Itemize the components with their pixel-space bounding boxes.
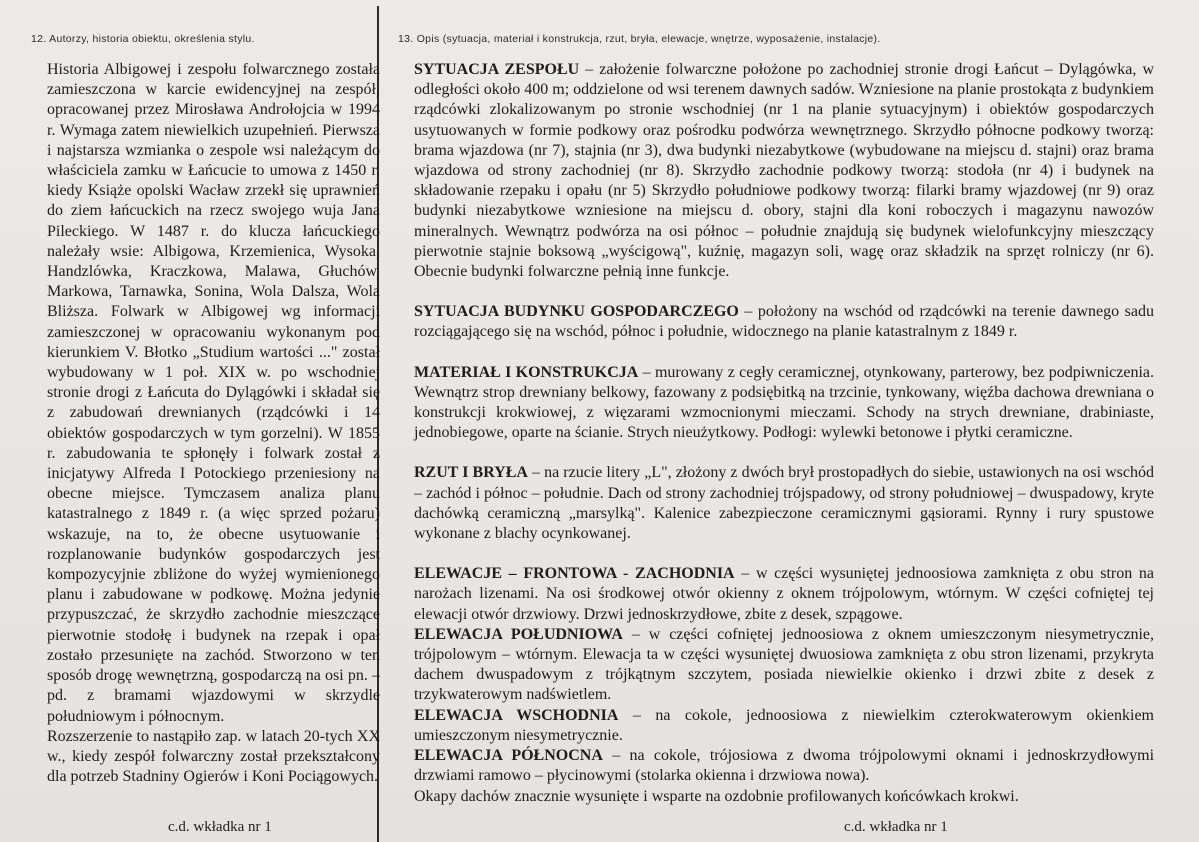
section-title: SYTUACJA BUDYNKU GOSPODARCZEGO (414, 303, 739, 321)
section-elevation-south (414, 625, 1154, 706)
section-title: ELEWACJA WSCHODNIA (414, 706, 619, 724)
section-title: ELEWACJA POŁUDNIOWA (414, 625, 623, 643)
section-body: – położony na wschód od rządcówki na terenie dawnego sadu rozciągającego się na wschód, północ i południe, widocznego na planie katastralnym z 1849 r. (414, 303, 1155, 341)
section-situation-complex (414, 60, 1154, 282)
section-title: SYTUACJA ZESPOŁU (414, 61, 580, 78)
history-paragraph: Historia Albigowej i zespołu folwarcznego została zamieszczona w karcie ewidencyjnej na zespół, opracowanej przez Mirosława Androłojcia w 1994 r. Wymaga zatem niewielkich uzupełnień. Pierwsza i najstarsza wzmianka o zespole wsi należącym do właściciela zamku w Łańcucie to umowa z 1450 r. kiedy Książe opolski Wacław zrzekł się uprawnień do ziem łańcuckich na rzecz swojego wuja Jana Pileckiego. W 1487 r. do klucza łańcuckiego należały wsie: Albigowa, Krzemienica, Wysoka, Handzlówka, Kraczkowa, Malawa, Głuchów, Markowa, Tarnawka, Sonina, Wola Dalsza, Wola Bliższa. Folwark w Albigowej wg informacji zamieszczonej w opracowaniu wykonanym pod kierunkiem V. Błotko „Studium wartości ..." został wybudowany w 1 poł. XIX w. po wschodniej stronie drogi z Łańcuta do Dylągówki i składał się z zabudowań drewnianych (rządcówki i 14 obiektów gospodarczych w tym gorzelni). W 1855 r. zabudowania te spłonęły i folwark został z inicjatywy Alfreda I Potockiego przeniesiony na obecne miejsce. Tymczasem analiza planu katastralnego z 1849 r. (a więc sprzed pożaru) wskazuje, na to, że obecne usytuowanie i rozplanowanie budynków gospodarczych jest kompozycyjnie zbliżone do wyżej wymienionego planu i zabudowane w podkowę. Można jedynie przypuszczać, że skrzydło zachodnie mieszczące pierwotnie stodołę i budynek na rzepak i opał zostało przesunięte na zachód. Stworzono w ten sposób drogę wewnętrzną, gospodarczą na osi pn. – pd. z bramami wjazdowymi w skrzydle południowym i północnym. (47, 61, 380, 725)
section-plan-form (414, 463, 1154, 544)
left-continuation-note: c.d. wkładka nr 1 (168, 819, 272, 835)
closing-sentence: Okapy dachów znacznie wysunięte i wsparte na ozdobnie profilowanych końcówkach krokwi. (414, 787, 1019, 805)
right-column-header: 13. Opis (sytuacja, materiał i konstrukcja, rzut, bryła, elewacje, wnętrze, wyposażenie, instalacje). (398, 33, 881, 45)
left-column-header: 12. Autorzy, historia obiektu, określenia stylu. (31, 33, 255, 45)
section-body: – w części wysuniętej jednoosiowa zamknięta z obu stron na narożach lizenami. Na osi środkowej otwór okienny z oknem trójpolowym, wtórnym. W części cofniętej tej elewacji otwór drzwiowy. Drzwi jednoskrzydłowe, zbite z desek, szpągowe. (414, 565, 1155, 623)
section-title: ELEWACJE – FRONTOWA - ZACHODNIA (414, 565, 735, 583)
section-body: – na rzucie litery „L", złożony z dwóch brył prostopadłych do siebie, ustawionych na osi wschód – zachód i północ – południe. Dach od strony zachodniej trójspadowy, od strony południowej – dwuspadowy, kryte dachówką ceramiczną „marsylką". Kalenice zabezpieczone ceramicznymi gąsiorami. Rynny i rury spustowe wykonane z blachy ocynkowanej. (414, 464, 1154, 543)
section-body: – murowany z cegły ceramicznej, otynkowany, parterowy, bez podpiwniczenia. Wewnątrz strop drewniany belkowy, fazowany z podsiębitką na trzcinie, tynkowany, więźba dachowa drewniana o konstrukcji krokwiowej, z więzarami wzmocnionymi mieczami. Schody na strych drewniane, drabiniaste, jednobiegowe, oparte na ścianie. Strych nieużytkowy. Podłogi: wylewki betonowe i płytki ceramiczne. (414, 363, 1154, 442)
section-elevation-north (414, 746, 1154, 786)
section-material-construction (414, 363, 1154, 444)
section-body: – założenie folwarczne położone po zachodniej stronie drogi Łańcut – Dylągówka, w odległości około 400 m; oddzielone od wsi terenem dawnych sadów. Wzniesione na planie prostokąta z budynkiem rządcówki zlokalizowanym po stronie wschodniej (nr 1 na planie sytuacyjnym) i obiektów gospodarczych usytuowanych w formie podkowy oraz pośrodku podwórza wewnętrznego. Skrzydło północne podkowy tworzą: brama wjazdowa (nr 7), stajnia (nr 3), dwa budynki niezabytkowe (wybudowane na miejscu d. stajni) oraz brama wjazdowa od strony zachodniej (nr 8). Skrzydło zachodnie podkowy tworzą: stodoła (nr 4) i budynek na składowanie rzepaku i opału (nr 5) Skrzydło południowe podkowy tworzą: filarki bramy wjazdowej (nr 9) oraz budynki niezabytkowe wzniesione na miejscu d. obory, stajni dla koni roboczych i magazynu nawozów mineralnych. Wewnątrz podwórza na osi północ – południe znajdują się budynek wielofunkcyjny mieszczący pierwotnie stajnie boksową „wyścigową", kuźnię, magazyn soli, wagę oraz składzik na sprzęt rolniczy (nr 6). Obecnie budynki folwarczne pełnią inne funkcje. (414, 61, 1154, 281)
section-body: – na cokole, trójosiowa z dwoma trójpolowymi oknami i jednoskrzydłowymi drzwiami ramowo – płycinowymi (stolarka okienna i drzwiowa nowa). (414, 747, 1155, 785)
section-situation-building (414, 302, 1154, 342)
section-elevation-west (414, 564, 1154, 625)
section-title: RZUT I BRYŁA (414, 464, 528, 482)
right-column-text (414, 60, 1154, 807)
section-title: MATERIAŁ I KONSTRUKCJA (414, 363, 639, 381)
right-continuation-note: c.d. wkładka nr 1 (844, 819, 948, 835)
section-title: ELEWACJA PÓŁNOCNA (414, 747, 603, 765)
section-body: – na cokole, jednoosiowa z niewielkim czterokwaterowym okienkiem umieszczonym niesymetrycznie. (414, 706, 1155, 744)
left-column-text (47, 60, 380, 787)
section-body: – w części cofniętej jednoosiowa z oknem umieszczonym niesymetrycznie, trójpolowym – wtórnym. Elewacja ta w części wysuniętej dwuosiowa zamknięta z obu stron lizenami, przykryta dachem dwuspadowym z trójkątnym szczytem, posiada niewielkie okienko i drzwi zbite z desek z trzykwaterowym nadświetlem. (414, 625, 1155, 704)
section-elevation-east (414, 706, 1154, 746)
history-paragraph-extension: Rozszerzenie to nastąpiło zap. w latach 20-tych XX w., kiedy zespół folwarczny został przekształcony dla potrzeb Stadniny Ogierów i Koni Pociągowych. (47, 727, 380, 786)
